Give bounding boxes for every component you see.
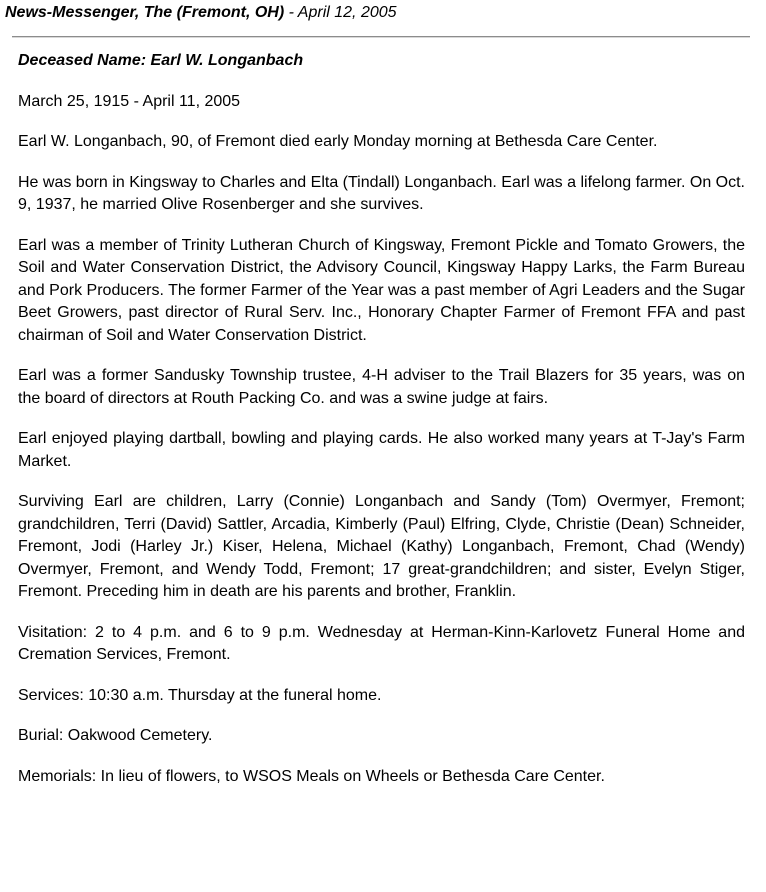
deceased-name: Deceased Name: Earl W. Longanbach (18, 52, 304, 69)
newspaper-name: News-Messenger, The (Fremont, OH) (5, 4, 285, 21)
paragraph-memorials: Memorials: In lieu of flowers, to WSOS Meals on Wheels or Bethesda Care Center. (18, 767, 605, 785)
paragraph-visitation: Visitation: 2 to 4 p.m. and 6 to 9 p.m. Wednesday at Herman-Kinn-Karlovetz Funeral Home and Cremation Services, Fremont. (18, 623, 745, 663)
life-dates: March 25, 1915 - April 11, 2005 (18, 92, 241, 110)
publication-date: April 12, 2005 (297, 4, 397, 21)
source-header (5, 3, 397, 23)
header-separator: - (284, 4, 298, 21)
paragraph-death-notice: Earl W. Longanbach, 90, of Fremont died early Monday morning at Bethesda Care Center. (18, 133, 658, 150)
paragraph-service: Earl was a former Sandusky Township trustee, 4-H adviser to the Trail Blazers for 35 years, was on the board of directors at Routh Packing Co. and was a swine judge at fairs. (18, 367, 745, 407)
header-divider (12, 36, 750, 38)
paragraph-burial: Burial: Oakwood Cemetery. (18, 727, 213, 744)
paragraph-hobbies: Earl enjoyed playing dartball, bowling and playing cards. He also worked many years at T-Jay's Farm Market. (18, 430, 745, 470)
paragraph-memberships: Earl was a member of Trinity Lutheran Church of Kingsway, Fremont Pickle and Tomato Growers, the Soil and Water Conservation District, the Advisory Council, Kingsway Happy Larks, the Farm Bureau and Pork Producers. The former Farmer of the Year was a past member of Agri Leaders and the Sugar Beet Growers, past director of Rural Serv. Inc., Honorary Chapter Farmer of Fremont FFA and past chairman of Soil and Water Conservation District. (18, 236, 745, 344)
paragraph-services: Services: 10:30 a.m. Thursday at the funeral home. (18, 686, 382, 704)
paragraph-birth-marriage: He was born in Kingsway to Charles and Elta (Tindall) Longanbach. Earl was a lifelong farmer. On Oct. 9, 1937, he married Olive Rosenberger and she survives. (18, 173, 745, 213)
obituary-body (18, 50, 745, 806)
paragraph-survivors: Surviving Earl are children, Larry (Connie) Longanbach and Sandy (Tom) Overmyer, Fremont; grandchildren, Terri (David) Sattler, Arcadia, Kimberly (Paul) Elfring, Clyde, Christie (Dean) Schneider, Fremont, Jodi (Harley Jr.) Kiser, Helena, Michael (Kathy) Longanbach, Fremont, Chad (Wendy) Overmyer, Fremont, and Wendy Todd, Fremont; 17 great-grandchildren; and sister, Evelyn Stiger, Fremont. Preceding him in death are his parents and brother, Franklin. (18, 493, 745, 600)
